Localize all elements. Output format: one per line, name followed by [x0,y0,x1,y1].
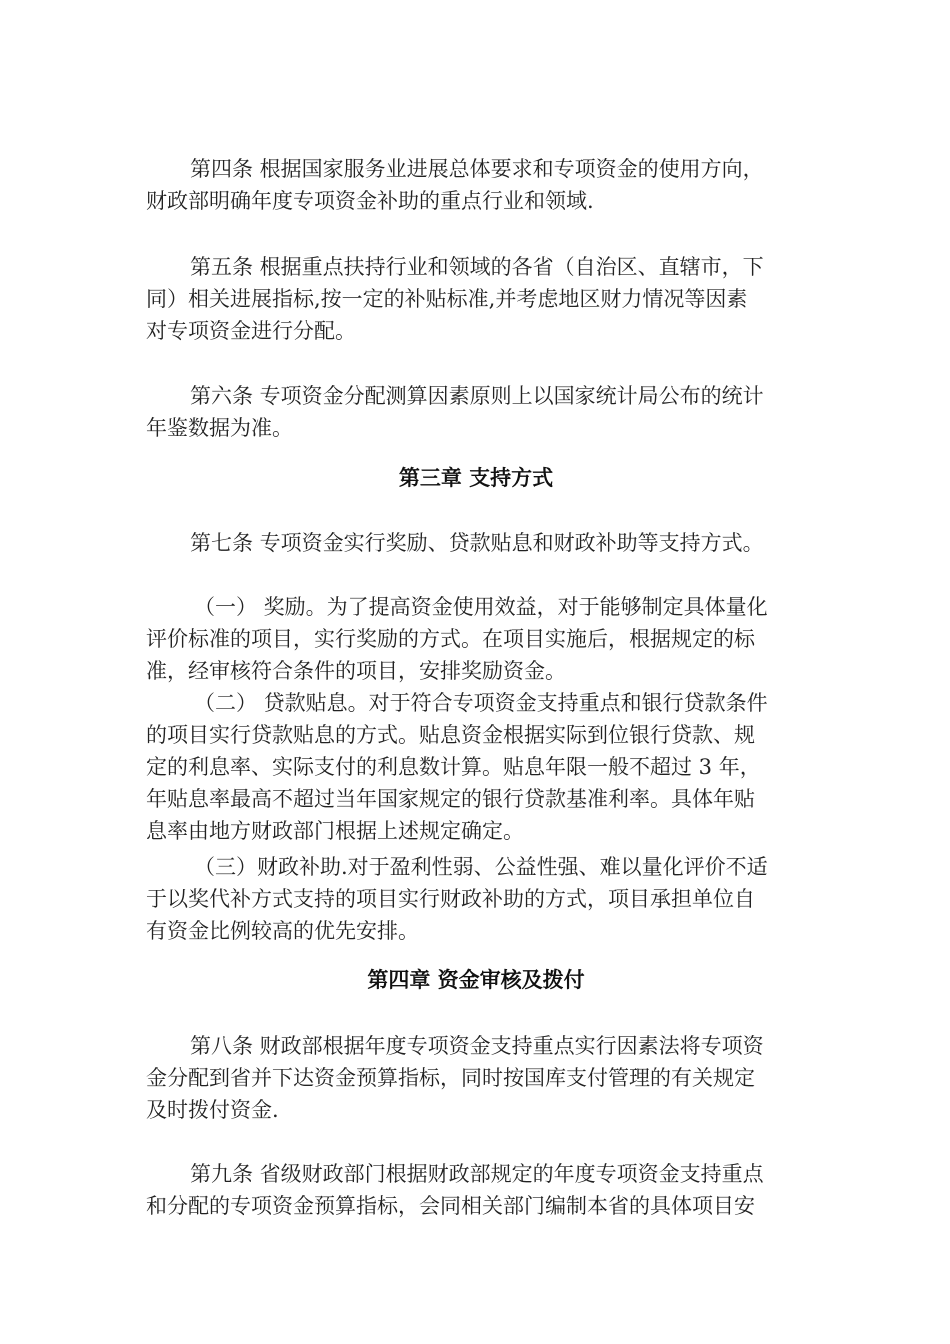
article-9-line-2: 和分配的专项资金预算指标，会同相关部门编制本省的具体项目安 [146,1194,755,1218]
item-2-line-1: （二） 贷款贴息。对于符合专项资金支持重点和银行贷款条件 [194,691,768,715]
article-5 [146,251,806,347]
article-4-line-2: 财政部明确年度专项资金补助的重点行业和领域. [146,189,594,213]
article-4 [146,153,806,217]
item-2-line-3: 定的利息率、实际支付的利息数计算。贴息年限一般不超过 3 年， [146,755,761,779]
item-1-line-3: 准，经审核符合条件的项目，安排奖励资金。 [146,659,566,683]
chapter-3-title: 第三章 支持方式 [398,466,554,490]
item-2-line-4: 年贴息率最高不超过当年国家规定的银行贷款基准利率。具体年贴 [146,787,755,811]
article-8-line-3: 及时拨付资金. [146,1098,279,1122]
article-4-line-1: 第四条 根据国家服务业进展总体要求和专项资金的使用方向， [190,157,764,181]
article-7 [146,527,806,559]
item-1-reward [146,591,806,687]
article-7-line-1: 第七条 专项资金实行奖励、贷款贴息和财政补助等支持方式。 [190,531,764,555]
article-6-line-2: 年鉴数据为准。 [146,416,293,440]
article-6-line-1: 第六条 专项资金分配测算因素原则上以国家统计局公布的统计 [190,384,764,408]
article-5-line-3: 对专项资金进行分配。 [146,319,356,343]
item-1-line-1: （一） 奖励。为了提高资金使用效益，对于能够制定具体量化 [194,595,768,619]
article-8-line-2: 金分配到省并下达资金预算指标，同时按国库支付管理的有关规定 [146,1066,755,1090]
article-5-line-1: 第五条 根据重点扶持行业和领域的各省（自治区、直辖市，下 [190,255,764,279]
item-2-loan-interest [146,687,806,847]
item-1-line-2: 评价标准的项目，实行奖励的方式。在项目实施后，根据规定的标 [146,627,755,651]
article-5-line-2: 同）相关进展指标,按一定的补贴标准,并考虑地区财力情况等因素 [146,287,748,311]
article-8-line-1: 第八条 财政部根据年度专项资金支持重点实行因素法将专项资 [190,1034,764,1058]
article-9-line-1: 第九条 省级财政部门根据财政部规定的年度专项资金支持重点 [190,1162,764,1186]
item-3-fiscal-subsidy [146,851,806,947]
article-6 [146,380,806,444]
item-2-line-2: 的项目实行贷款贴息的方式。贴息资金根据实际到位银行贷款、规 [146,723,755,747]
item-3-line-2: 于以奖代补方式支持的项目实行财政补助的方式，项目承担单位自 [146,887,755,911]
item-3-line-3: 有资金比例较高的优先安排。 [146,919,419,943]
chapter-4-title: 第四章 资金审核及拨付 [367,968,585,992]
item-3-line-1: （三）财政补助.对于盈利性弱、公益性强、难以量化评价不适 [194,855,768,879]
article-9 [146,1158,806,1222]
item-2-line-5: 息率由地方财政部门根据上述规定确定。 [146,819,524,843]
article-8 [146,1030,806,1126]
